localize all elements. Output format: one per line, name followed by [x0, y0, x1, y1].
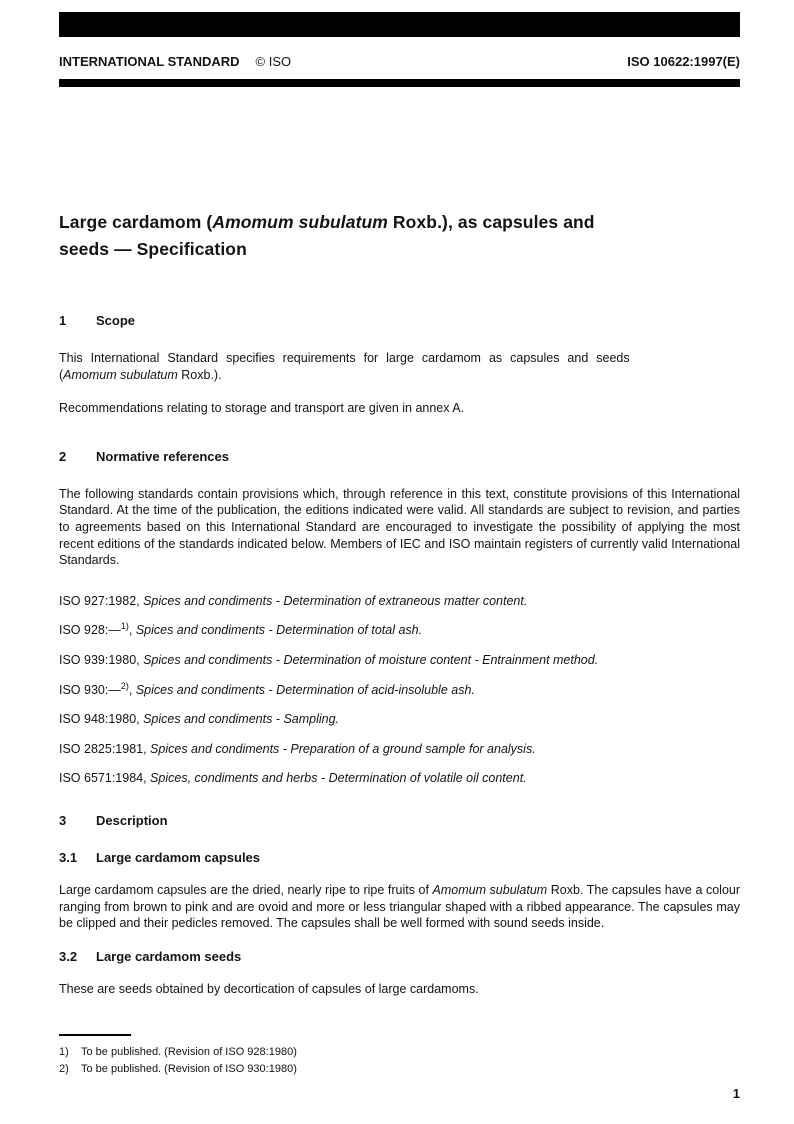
scope-species-italic: Amomum subulatum: [63, 367, 178, 382]
header-left: [59, 54, 291, 70]
reference-title: Spices and condiments - Sampling.: [143, 712, 340, 727]
section-2-number: 2: [59, 448, 67, 464]
title-species-italic: Amomum subulatum: [212, 212, 388, 232]
reference-title: Spices and condiments - Determination of moisture content - Entrainment method.: [143, 652, 599, 667]
scope-p1-line2-post: Roxb.).: [177, 367, 222, 382]
section-1-heading: [59, 313, 740, 329]
reference-code: ISO 939:1980,: [59, 652, 144, 667]
scope-paragraph-1: [59, 350, 740, 383]
section-3-1-title: Large cardamom capsules: [96, 849, 261, 865]
footnote-2-text: To be published. (Revision of ISO 930:1980): [81, 1063, 297, 1075]
normative-intro-paragraph: The following standards contain provisions which, through reference in this text, constitute provisions of this International Standard. At the time of the publication, the editions indicated were valid. All standards are subject to revision, and parties to agreements based on this International Standard are encouraged to investigate the possibility of applying the most recent editions of the standards indicated below. Members of IEC and ISO maintain registers of currently valid International Standards.: [59, 486, 740, 568]
reference-separator: ,: [128, 623, 136, 638]
reference-code: ISO 948:1980,: [59, 712, 144, 727]
top-rule: [59, 12, 740, 37]
page-header: [59, 54, 740, 70]
scope-paragraph-2: Recommendations relating to storage and transport are given in annex A.: [59, 401, 465, 416]
normative-reference-item: [59, 741, 740, 758]
section-3-2-title: Large cardamom seeds: [96, 948, 242, 964]
title-text-2: Roxb.), as capsules and: [387, 212, 595, 232]
scope-p1-line2-pre: (: [59, 367, 64, 382]
footnote-1-text: To be published. (Revision of ISO 928:1980): [81, 1046, 297, 1058]
reference-title: Spices and condiments - Determination of acid-insoluble ash.: [135, 682, 475, 697]
seeds-paragraph: These are seeds obtained by decortication of capsules of large cardamoms.: [59, 981, 479, 996]
normative-reference-item: [59, 711, 740, 728]
reference-title: Spices and condiments - Preparation of a ground sample for analysis.: [150, 741, 536, 756]
footnote-1-marker: 1): [59, 1046, 69, 1058]
reference-code: ISO 927:1982,: [59, 593, 144, 608]
footnote-2: [59, 1061, 740, 1078]
section-3-2-number: 3.2: [59, 948, 78, 964]
footnote-1: [59, 1044, 740, 1061]
title-text-1: Large cardamom (: [59, 212, 213, 232]
reference-separator: ,: [128, 682, 136, 697]
section-3-title: Description: [96, 812, 168, 828]
footnote-area: [59, 1034, 740, 1101]
section-2-heading: [59, 449, 740, 465]
scope-p1-line1: This International Standard specifies requirements for large cardamom as capsules and seeds: [59, 351, 630, 365]
reference-code: ISO 6571:1984,: [59, 771, 151, 786]
reference-code: ISO 2825:1981,: [59, 741, 151, 756]
header-rule: [59, 79, 740, 87]
section-1-title: Scope: [96, 313, 136, 328]
reference-code: ISO 928:—: [59, 623, 121, 638]
section-2-title: Normative references: [96, 448, 229, 464]
section-3-heading: [59, 813, 740, 829]
page-number: 1: [732, 1086, 740, 1101]
page-content: [59, 0, 740, 1014]
section-3-2-heading: [59, 949, 740, 965]
doc-reference: ISO 10622:1997(E): [627, 54, 740, 69]
section-3-1-heading: [59, 850, 740, 866]
normative-reference-item: [59, 593, 740, 610]
capsules-species-italic: Amomum subulatum: [432, 882, 548, 897]
capsules-text-2: Roxb. The capsules have a colour ranging from brown to pink and are ovoid and more or less triangular shaped with a ribbed appearance. The capsules may be clipped and their pedicles removed. The capsules shall be well formed with sound seeds inside.: [59, 882, 741, 931]
footnote-rule: [59, 1034, 131, 1036]
document-title: [59, 209, 740, 263]
standard-type-label: INTERNATIONAL STANDARD: [59, 54, 240, 69]
reference-title: Spices and condiments - Determination of extraneous matter content.: [143, 593, 528, 608]
reference-title: Spices and condiments - Determination of total ash.: [135, 623, 423, 638]
section-3-number: 3: [59, 812, 67, 828]
section-1-number: 1: [59, 313, 67, 328]
normative-reference-item: [59, 682, 740, 699]
reference-code: ISO 930:—: [59, 682, 121, 697]
section-3-1-number: 3.1: [59, 849, 78, 865]
reference-footnote-marker: 2): [120, 680, 129, 691]
reference-footnote-marker: 1): [120, 621, 129, 632]
normative-reference-item: [59, 770, 740, 787]
title-text-line2: seeds — Specification: [59, 239, 247, 259]
capsules-text-1: Large cardamom capsules are the dried, nearly ripe to ripe fruits of: [59, 882, 433, 897]
normative-reference-item: [59, 652, 740, 669]
copyright-label: © ISO: [255, 54, 292, 69]
capsules-paragraph: [59, 882, 740, 932]
footnote-2-marker: 2): [59, 1063, 69, 1075]
normative-reference-item: [59, 622, 740, 639]
reference-title: Spices, condiments and herbs - Determination of volatile oil content.: [150, 771, 527, 786]
